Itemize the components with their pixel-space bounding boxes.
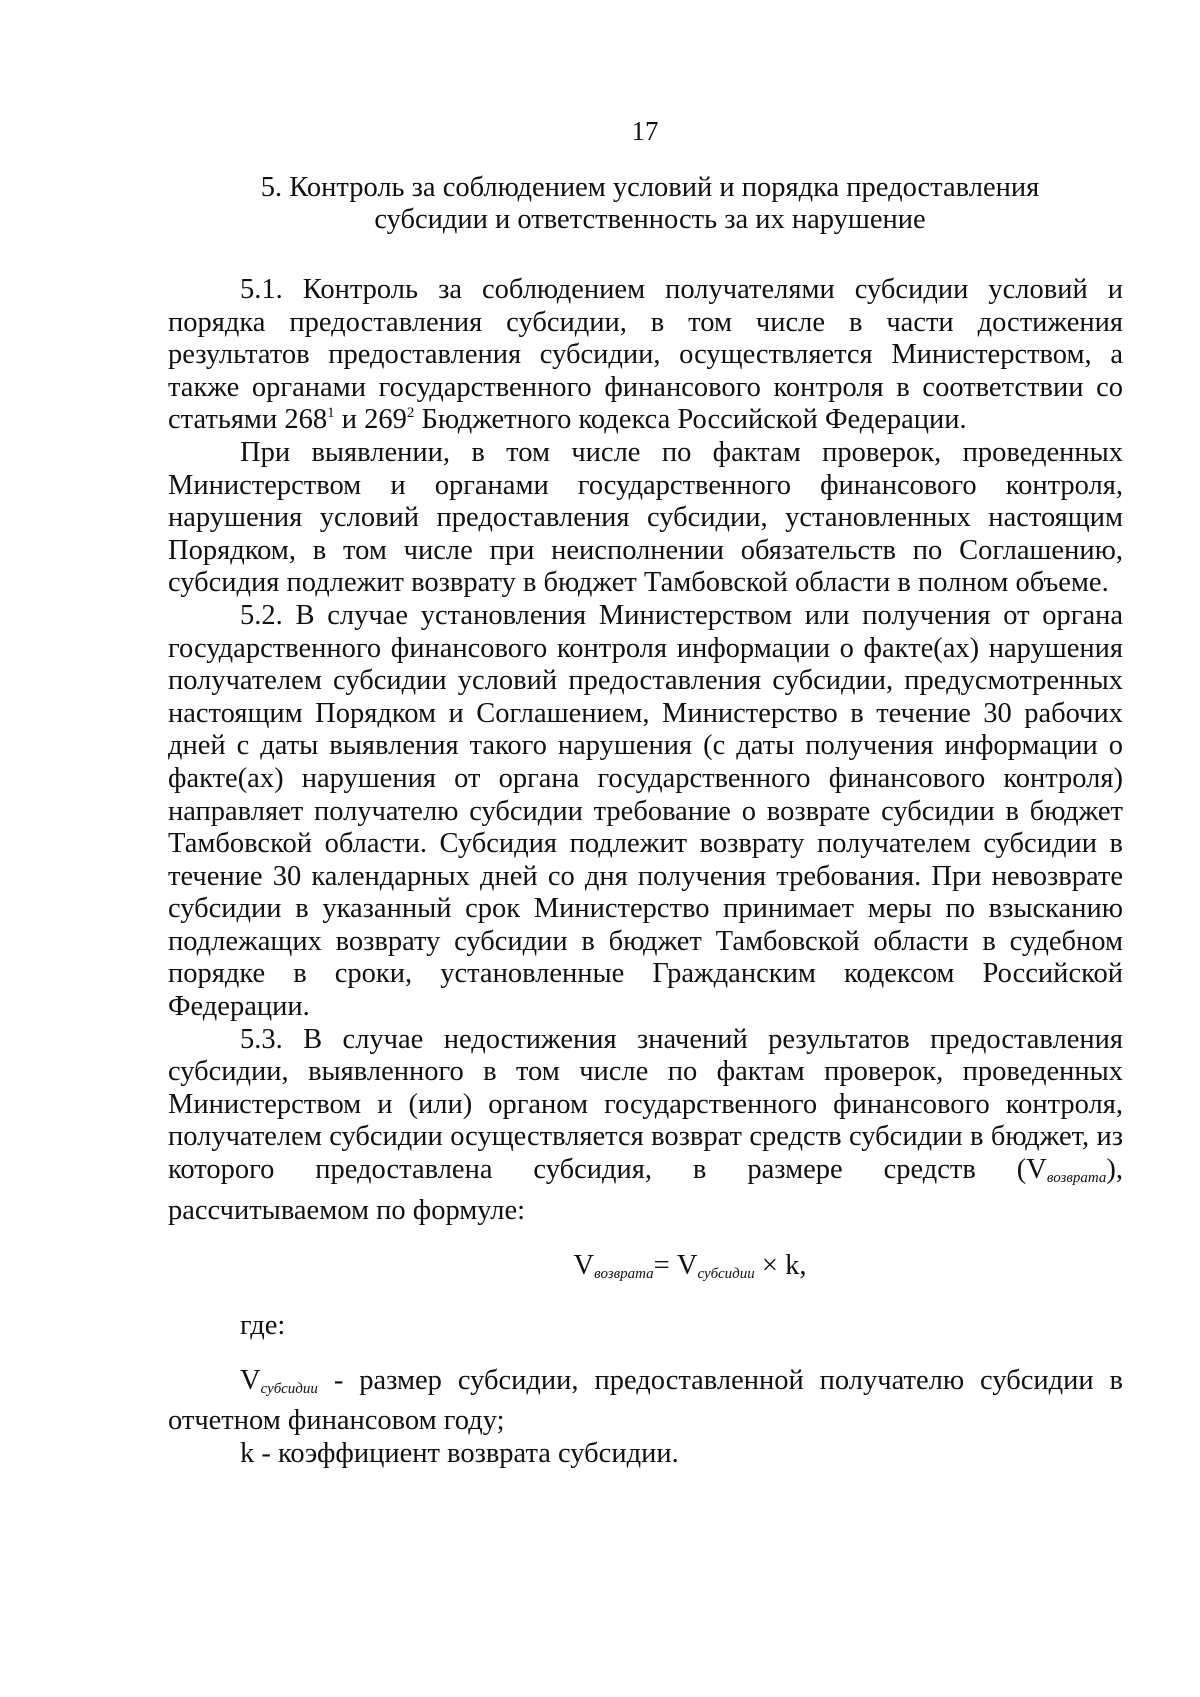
formula-v-return: V (573, 1250, 595, 1281)
paragraph-violation: При выявлении, в том числе по фактам проверок, проведенных Министерством и органами государственного финансового контроля, нарушения условий предоставления субсидии, установленных настоящим Порядком, в том числе при неисполнении обязательств по Соглашению, субсидия подлежит возврату в бюджет Тамбовской области в полном объеме. (168, 436, 1123, 599)
paragraph-5-1-text: 5.1. Контроль за соблюдением получателями субсидии условий и порядка предоставления субсидии, в том числе в части достижения результатов предоставления субсидии, осуществляется Министерством, а также органами государственного финансового контроля в соответствии со статьями 268 (168, 274, 1123, 436)
v-subsidy-subscript: субсидии (260, 1380, 318, 1397)
paragraph-5-3-text-end: ), рассчитываемом по формуле: (168, 1154, 1123, 1226)
formula-v-subsidy: V (676, 1250, 698, 1281)
paragraph-5-3 (168, 1024, 1123, 1228)
paragraph-5-3-text: 5.3. В случае недостижения значений результатов предоставления субсидии, выявленного в том числе по фактам проверок, проведенных Министерством и (или) органом государственного финансового контроля, получателем субсидии осуществляется возврат средств субсидии в бюджет, из которого предоставлена субсидия, в размере средств (V (168, 1023, 1123, 1186)
return-formula (90, 1250, 1200, 1283)
footnote-superscript-2: 2 (406, 405, 415, 422)
formula-sub-subsidy: субсидии (697, 1266, 755, 1282)
v-subsidy-definition (168, 1365, 1123, 1438)
where-label: где: (240, 1310, 286, 1341)
v-subsidy-text: - размер субсидии, предоставленной получателю субсидии в отчетном финансовом году; (168, 1364, 1123, 1437)
k-definition: k - коэффициент возврата субсидии. (240, 1437, 679, 1469)
v-subsidy-symbol: V (240, 1364, 261, 1396)
paragraph-5-1-text-end: Бюджетного кодекса Российской Федерации. (414, 404, 967, 436)
formula-sub-return: возврата (594, 1266, 654, 1282)
paragraph-5-1 (168, 274, 1123, 437)
formula-explanation (168, 1310, 1123, 1470)
paragraph-5-2: 5.2. В случае установления Министерством или получения от органа государственного финансового контроля информации о факте(ах) нарушения получателем субсидии условий предоставления субсидии, предусмотренных настоящим Порядком и Соглашением, Министерство в течение 30 рабочих дней с даты выявления такого нарушения (с даты получения информации о факте(ах) нарушения от органа государственного финансового контроля) направляет получателю субсидии требование о возврате субсидии в бюджет Тамбовской области. Субсидия подлежит возврату получателем субсидии в течение 30 календарных дней со дня получения требования. При невозврате субсидии в указанный срок Министерство принимает меры по взысканию подлежащих возврату субсидии в бюджет Тамбовской области в судебном порядке в сроки, установленные Гражданским кодексом Российской Федерации. (168, 599, 1123, 1023)
paragraph-5-3-subscript: возврата (1046, 1170, 1107, 1187)
footnote-superscript-1: 1 (327, 405, 335, 422)
document-body (168, 274, 1123, 1227)
section-heading-line-1: 5. Контроль за соблюдением условий и порядка предоставления (260, 172, 1040, 203)
paragraph-5-1-text-mid: и 269 (334, 404, 407, 436)
formula-rest: × k, (754, 1250, 807, 1281)
section-heading-line-2: субсидии и ответственность за их нарушение (374, 204, 926, 235)
formula-equals: = (653, 1250, 677, 1281)
page-number: 17 (631, 116, 659, 146)
section-heading (225, 172, 1075, 236)
